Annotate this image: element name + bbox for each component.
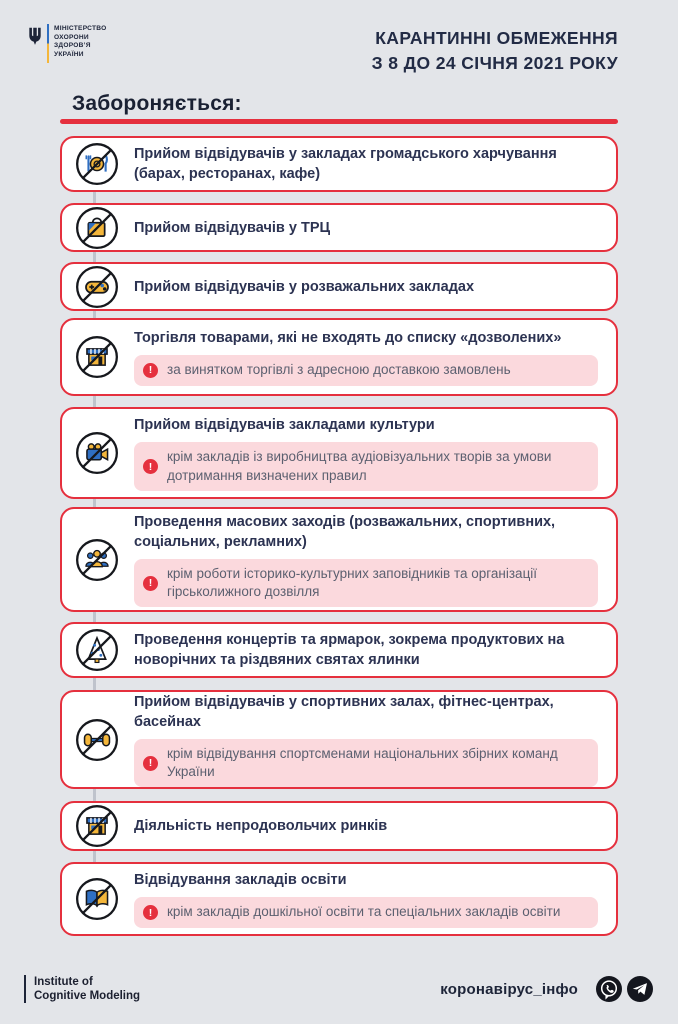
card-title: Проведення масових заходів (розважальних, спортивних, соціальних, рекламних)	[134, 513, 556, 550]
prohibition-card-trade	[60, 318, 618, 396]
exclamation-icon: !	[143, 576, 158, 591]
card-title: Прийом відвідувачів у розважальних закладах	[134, 278, 475, 295]
card-title: Прийом відвідувачів закладами культури	[134, 417, 435, 434]
exclamation-icon: !	[143, 459, 158, 474]
channel-name: коронавірус_інфо	[440, 980, 578, 998]
restaurant-prohibited-icon	[74, 141, 120, 187]
ministry-logo	[28, 24, 107, 63]
prohibition-card-gyms	[60, 690, 618, 789]
card-title: Відвідування закладів освіти	[134, 872, 347, 889]
prohibition-card-education	[60, 862, 618, 936]
card-exception-note: ! крім відвідування спортсменами національних збірних команд України	[134, 739, 598, 788]
prohibition-card-concerts-fairs	[60, 622, 618, 678]
org-divider	[24, 975, 26, 1003]
org-credit	[24, 975, 140, 1004]
card-title: Прийом відвідувачів у ТРЦ	[134, 219, 331, 236]
prohibition-card-mass-events	[60, 507, 618, 612]
card-title: Проведення концертів та ярмарок, зокрема продуктових на новорічних та різдвяних святах ялинки	[134, 632, 565, 668]
page-title: КАРАНТИННІ ОБМЕЖЕННЯ З 8 ДО 24 СІЧНЯ 2021 РОКУ	[371, 28, 618, 73]
trident-icon	[28, 26, 42, 47]
exclamation-icon: !	[143, 363, 158, 378]
open-book-prohibited-icon	[74, 876, 120, 922]
card-title: Прийом відвідувачів у спортивних залах, фітнес-центрах, басейнах	[134, 693, 554, 730]
section-heading: Забороняється:	[72, 92, 242, 115]
heading-underline	[60, 119, 618, 124]
card-exception-note: ! за винятком торгівлі з адресною доставкою замовлень	[134, 355, 598, 385]
viber-icon[interactable]	[596, 976, 622, 1002]
prohibition-card-restaurants	[60, 136, 618, 192]
exclamation-icon: !	[143, 905, 158, 920]
market-stall-prohibited-icon	[74, 803, 120, 849]
card-exception-note: ! крім закладів із виробництва аудіовізуальних творів за умови дотримання визначених правил	[134, 442, 598, 491]
card-title: Торгівля товарами, які не входять до списку «дозволених»	[134, 330, 562, 347]
dumbbell-prohibited-icon	[74, 717, 120, 763]
prohibition-card-markets	[60, 801, 618, 851]
telegram-icon[interactable]	[627, 976, 653, 1002]
prohibition-card-culture	[60, 407, 618, 499]
org-name: Institute of Cognitive Modeling	[34, 976, 141, 1003]
video-camera-prohibited-icon	[74, 430, 120, 476]
flag-divider	[47, 24, 49, 63]
card-exception-note: ! крім закладів дошкільної освіти та спеціальних закладів освіти	[134, 897, 598, 927]
exclamation-icon: !	[143, 756, 158, 771]
gamepad-prohibited-icon	[74, 264, 120, 310]
market-stall-prohibited-icon	[74, 334, 120, 380]
social-links	[440, 976, 653, 1002]
ministry-name: МІНІСТЕРСТВО ОХОРОНИ ЗДОРОВ’Я УКРАЇНИ	[54, 25, 107, 59]
card-exception-note: ! крім роботи історико-культурних заповідників та організації гірськолижного дозвілля	[134, 559, 598, 608]
card-title: Діяльність непродовольчих ринків	[134, 818, 388, 834]
prohibition-card-malls	[60, 203, 618, 252]
christmas-tree-prohibited-icon	[74, 627, 120, 673]
card-title: Прийом відвідувачів у закладах громадського харчування (барах, ресторанах, кафе)	[134, 146, 557, 182]
crowd-prohibited-icon	[74, 537, 120, 583]
shopping-bag-prohibited-icon	[74, 205, 120, 251]
prohibition-card-entertainment	[60, 262, 618, 311]
